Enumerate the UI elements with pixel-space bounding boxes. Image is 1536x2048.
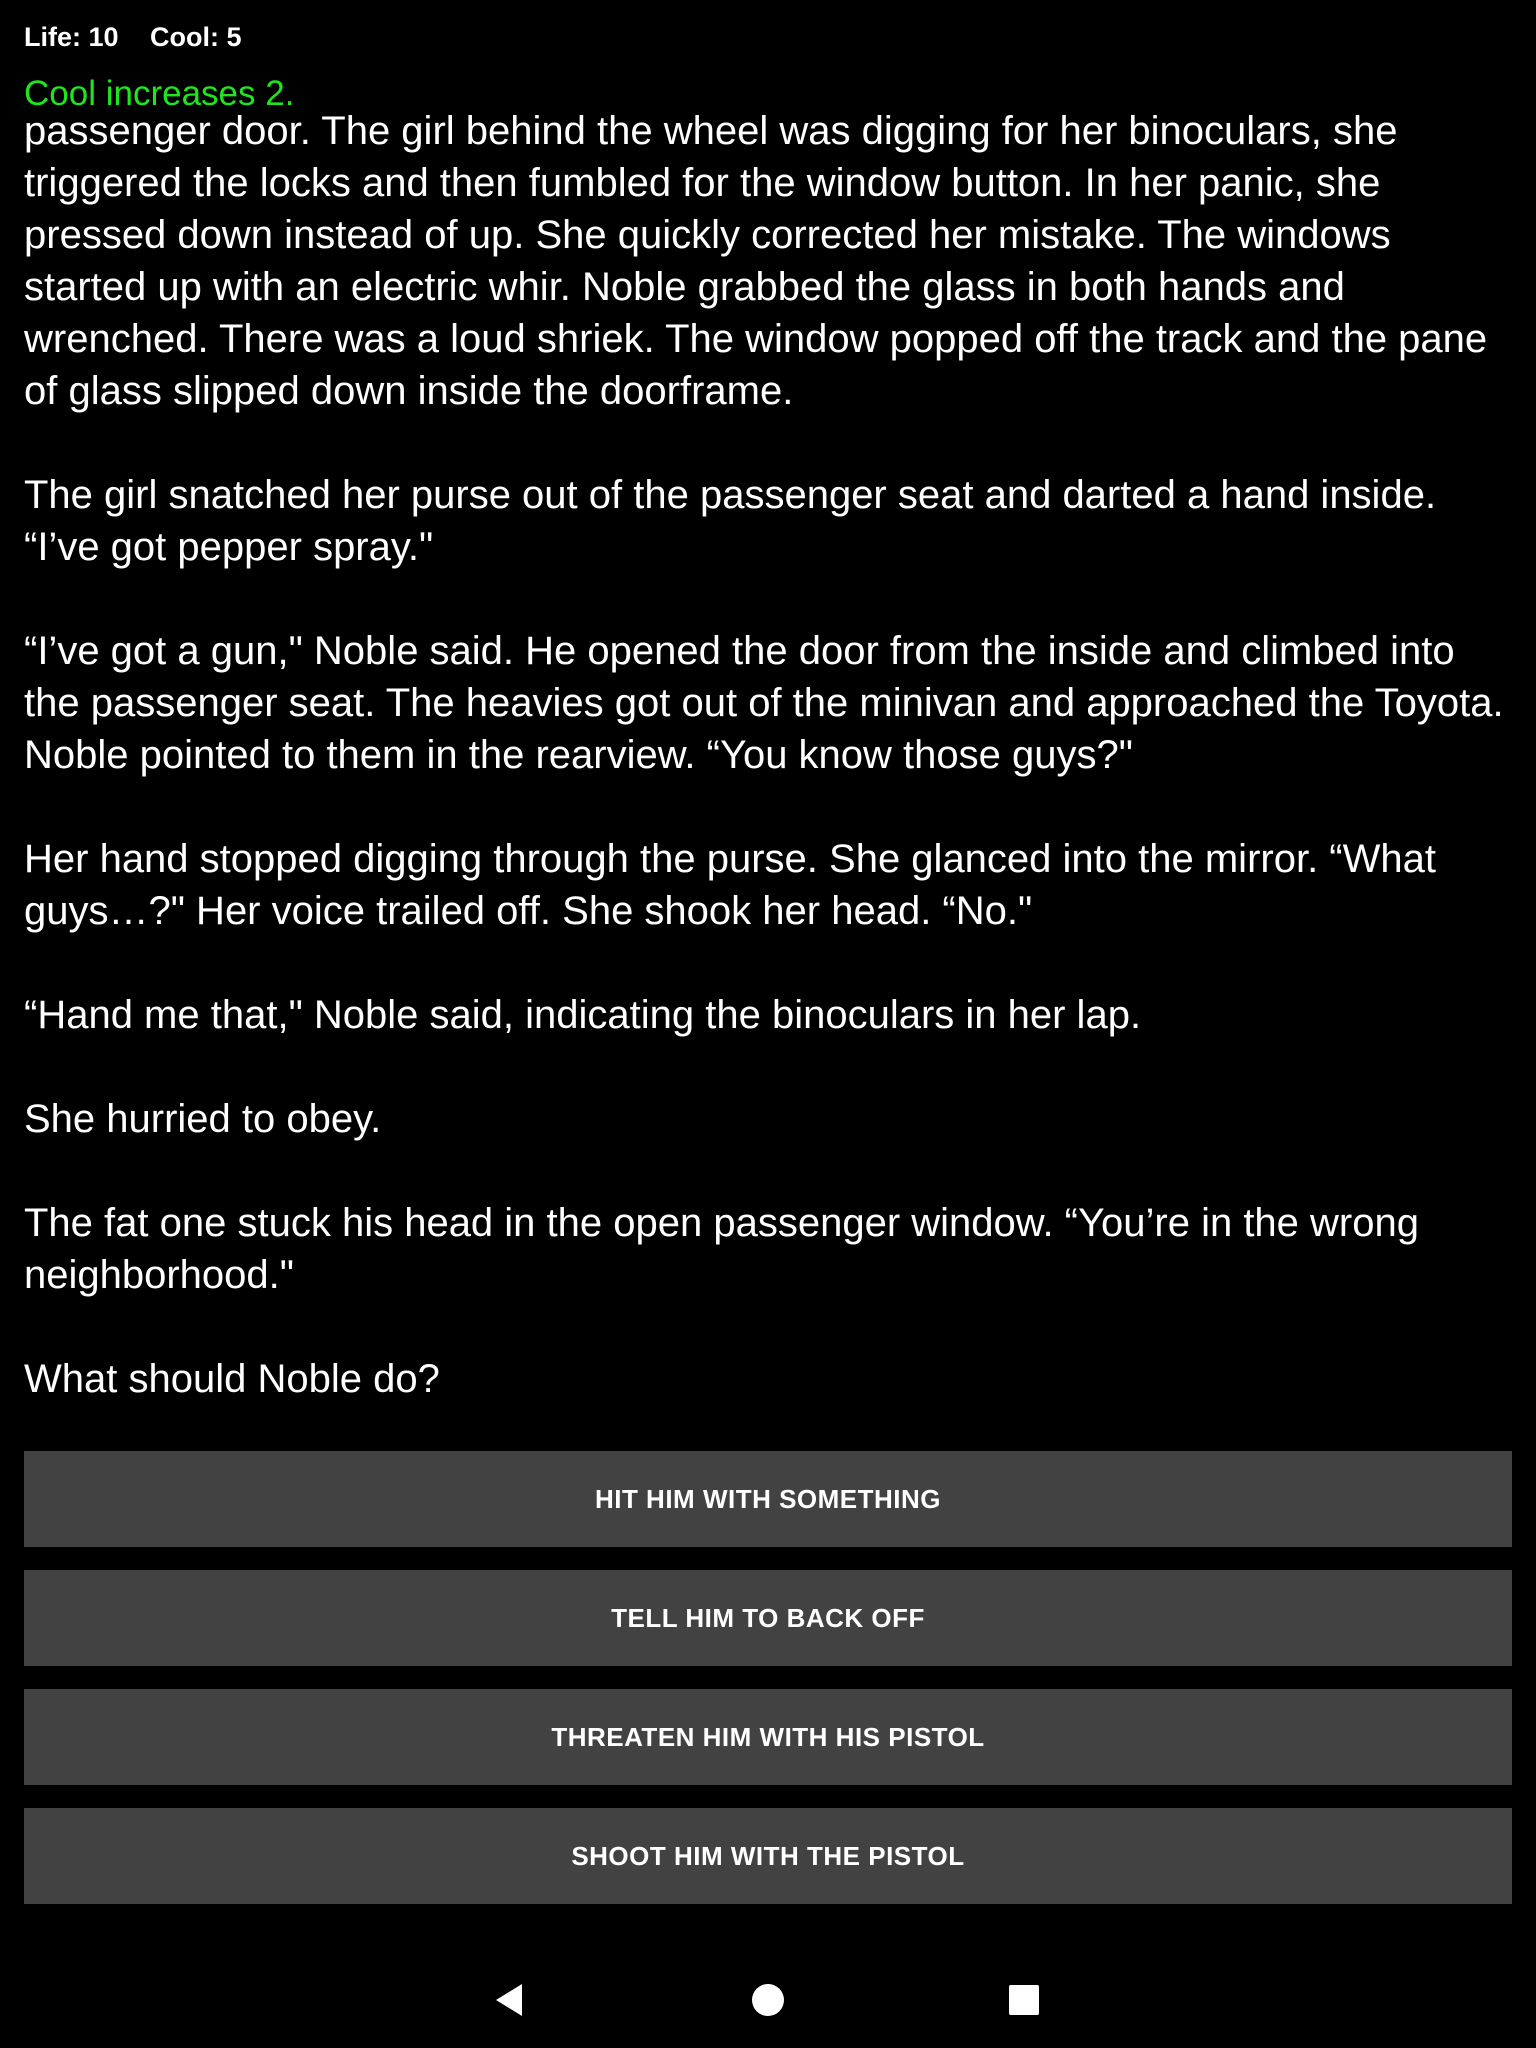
- story-paragraph: She hurried to obey.: [24, 1097, 382, 1141]
- home-icon: [748, 1980, 788, 2020]
- story-paragraph: The girl snatched her purse out of the passenger seat and darted a hand inside. “I’ve got pepper spray.": [24, 473, 1437, 569]
- story-paragraph: passenger door. The girl behind the wheel was digging for her binoculars, she triggered the locks and then fumbled for the window button. In her panic, she pressed down instead of up. She quickly corrected her mistake. The windows started up with an electric whir. Noble grabbed the glass in both hands and wrenched. There was a loud shriek. The window popped off the track and the pane of glass slipped down inside the doorframe.: [24, 109, 1488, 413]
- life-stat: Life: 10: [24, 22, 119, 52]
- story-paragraph: “Hand me that," Noble said, indicating the binoculars in her lap.: [24, 993, 1142, 1037]
- back-icon: [492, 1980, 532, 2020]
- system-nav-bar: [0, 1960, 1536, 2040]
- stat-change-notice: Cool increases 2.: [24, 74, 295, 113]
- stats-bar: [24, 22, 266, 53]
- choice-hit-button[interactable]: HIT HIM WITH SOMETHING: [24, 1451, 1512, 1547]
- story-text: [24, 109, 1514, 1405]
- choice-back-off-button[interactable]: TELL HIM TO BACK OFF: [24, 1570, 1512, 1666]
- choice-prompt: What should Noble do?: [24, 1357, 440, 1401]
- nav-back-button[interactable]: [472, 1960, 552, 2040]
- story-paragraph: Her hand stopped digging through the purse. She glanced into the mirror. “What guys…?" Her voice trailed off. She shook her head. “No.": [24, 837, 1436, 933]
- choice-shoot-button[interactable]: SHOOT HIM WITH THE PISTOL: [24, 1808, 1512, 1904]
- nav-recents-button[interactable]: [984, 1960, 1064, 2040]
- recents-icon: [1004, 1980, 1044, 2020]
- choice-threaten-button[interactable]: THREATEN HIM WITH HIS PISTOL: [24, 1689, 1512, 1785]
- choice-list: [24, 1451, 1512, 1927]
- story-paragraph: “I’ve got a gun," Noble said. He opened the door from the inside and climbed into the passenger seat. The heavies got out of the minivan and approached the Toyota. Noble pointed to them in the rearview. “You know those guys?": [24, 629, 1504, 777]
- story-paragraph: The fat one stuck his head in the open passenger window. “You’re in the wrong neighborhood.": [24, 1201, 1419, 1297]
- nav-home-button[interactable]: [728, 1960, 808, 2040]
- cool-stat: Cool: 5: [150, 22, 242, 52]
